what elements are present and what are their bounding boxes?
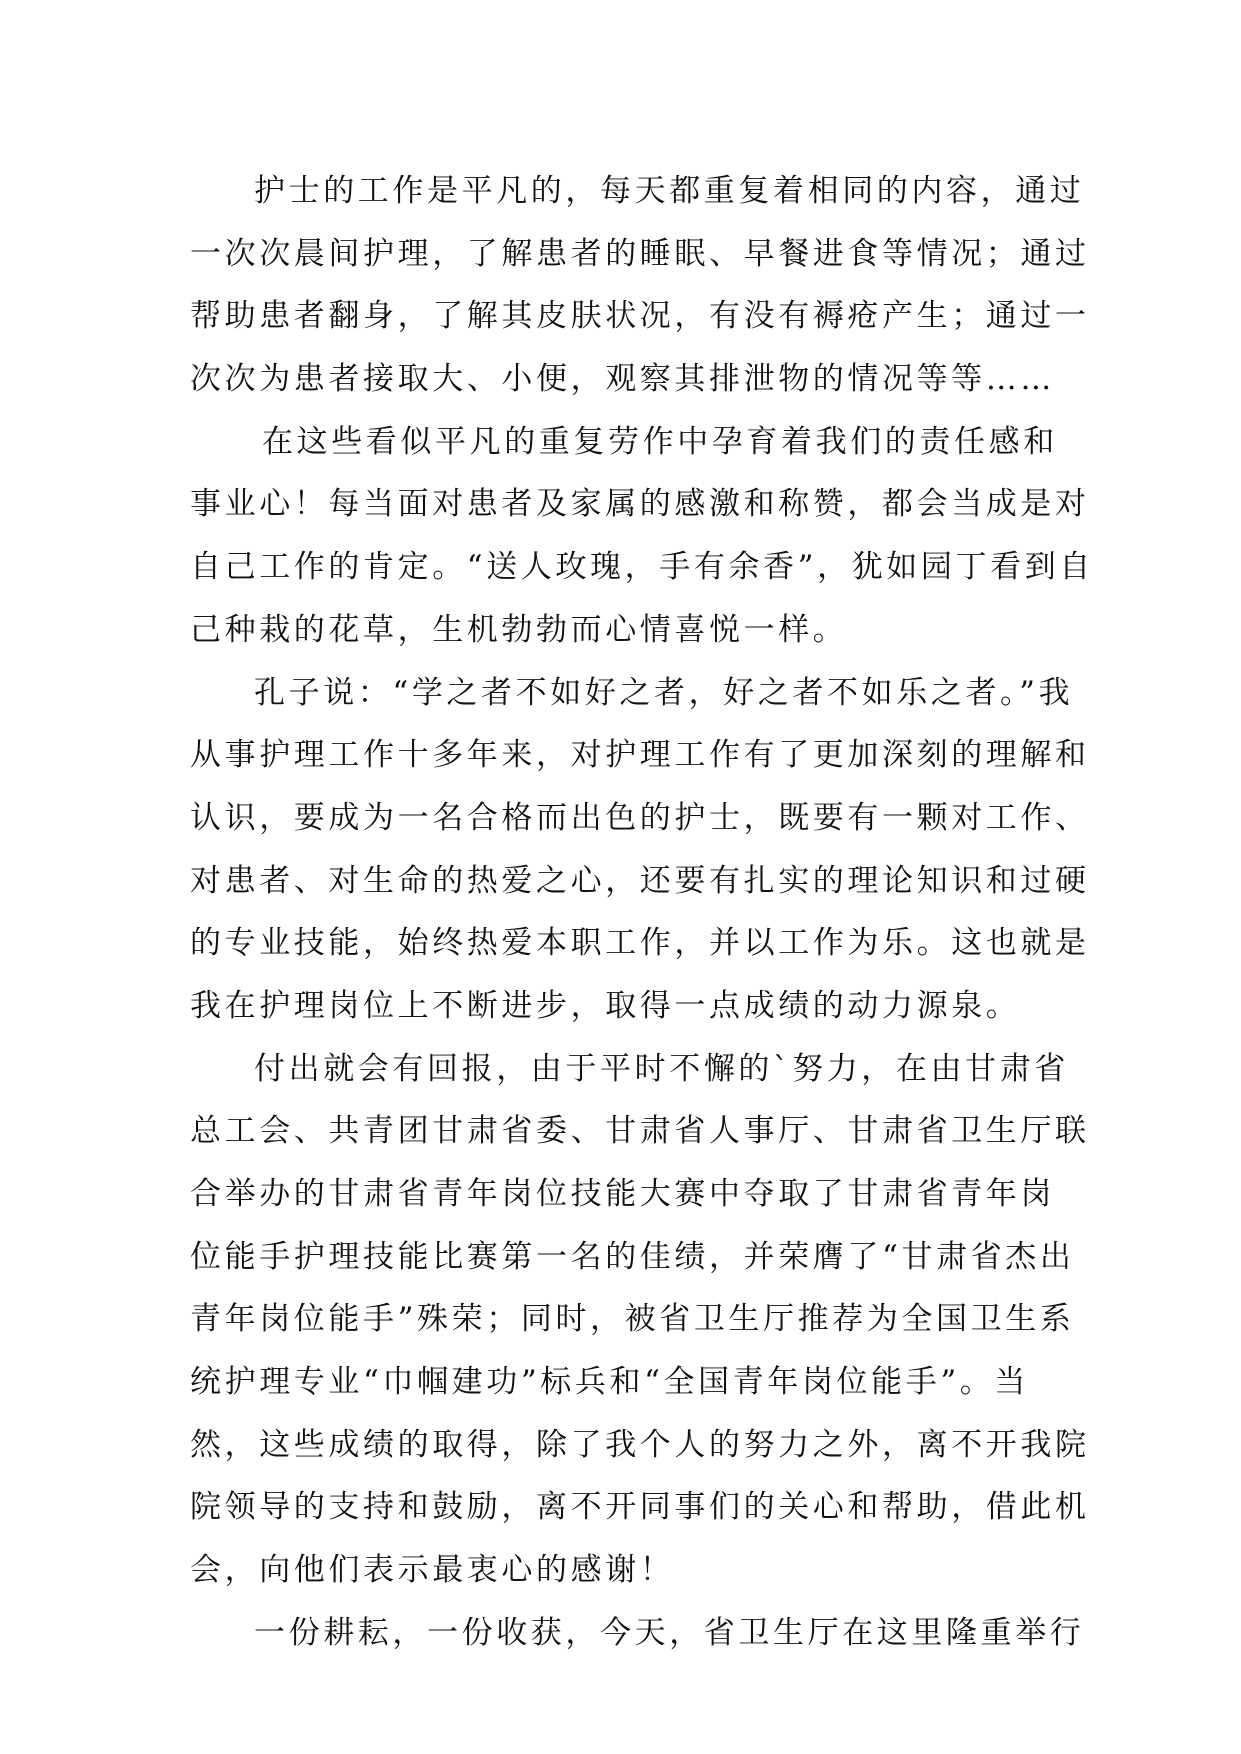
text-line: 自己工作的肯定。“送人玫瑰，手有余香”，犹如园丁看到自 <box>190 549 1094 586</box>
text-line: 付出就会有回报，由于平时不懈的`努力，在由甘肃省 <box>254 1050 1069 1087</box>
text-line: 帮助患者翻身，了解其皮肤状况，有没有褥疮产生；通过一 <box>190 298 1090 335</box>
text-line: 对患者、对生命的热爱之心，还要有扎实的理论知识和过硬 <box>190 862 1090 899</box>
text-line: 护士的工作是平凡的，每天都重复着相同的内容，通过 <box>254 173 1085 209</box>
text-line: 统护理专业“巾帼建功”标兵和“全国青年岗位能手”。当 <box>190 1364 1029 1401</box>
text-line: 然，这些成绩的取得，除了我个人的努力之外，离不开我院 <box>190 1426 1090 1463</box>
text-line: 从事护理工作十多年来，对护理工作有了更加深刻的理解和 <box>190 737 1090 774</box>
text-line: 总工会、共青团甘肃省委、甘肃省人事厅、甘肃省卫生厅联 <box>190 1113 1090 1150</box>
text-line: 合举办的甘肃省青年岗位技能大赛中夺取了甘肃省青年岗 <box>190 1176 1055 1212</box>
text-line: 孔子说：“学之者不如好之者，好之者不如乐之者。”我 <box>254 674 1074 711</box>
text-line: 己种栽的花草，生机勃勃而心情喜悦一样。 <box>190 611 848 648</box>
text-line: 认识，要成为一名合格而出色的护士，既要有一颗对工作、 <box>190 799 1090 836</box>
text-line: 位能手护理技能比赛第一名的佳绩，并荣膺了“甘肃省杰出 <box>190 1238 1075 1275</box>
text-line: 青年岗位能手”殊荣；同时，被省卫生厅推荐为全国卫生系 <box>190 1301 1075 1338</box>
document-body <box>190 160 1094 1665</box>
text-line: 的专业技能，始终热爱本职工作，并以工作为乐。这也就是 <box>190 925 1090 962</box>
text-line: 次次为患者接取大、小便，观察其排泄物的情况等等…… <box>190 361 1055 398</box>
text-line: 一份耕耘，一份收获，今天，省卫生厅在这里隆重举行 <box>254 1614 1085 1651</box>
text-line: 院领导的支持和鼓励，离不开同事们的关心和帮助，借此机 <box>190 1489 1090 1526</box>
text-line: 一次次晨间护理，了解患者的睡眠、早餐进食等情况；通过 <box>190 235 1090 272</box>
text-line: 事业心！每当面对患者及家属的感激和称赞，都会当成是对 <box>190 486 1090 523</box>
text-line: 会，向他们表示最衷心的感谢！ <box>190 1552 675 1589</box>
text-line: 我在护理岗位上不断进步，取得一点成绩的动力源泉。 <box>190 987 1021 1024</box>
text-line: 在这些看似平凡的重复劳作中孕育着我们的责任感和 <box>262 423 1058 460</box>
